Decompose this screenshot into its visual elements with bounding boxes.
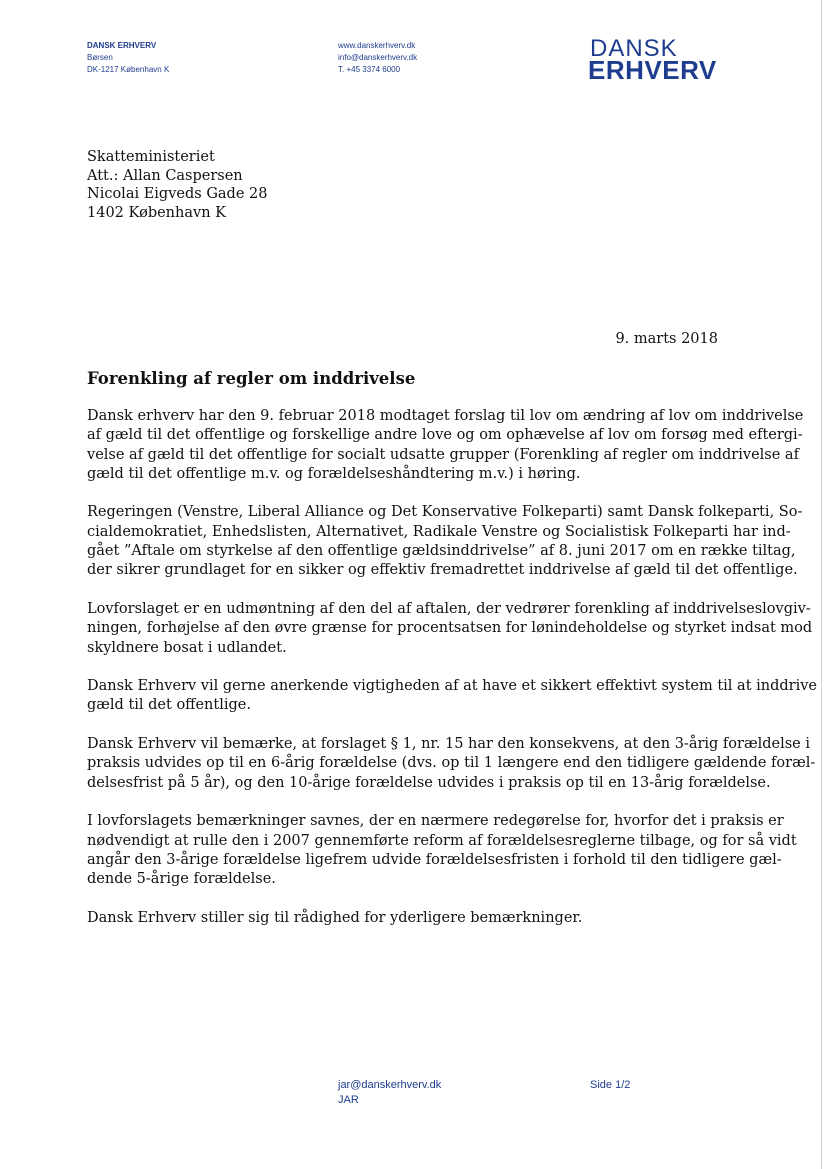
paragraph-line: nødvendigt at rulle den i 2007 gennemførte reform af forældelsesreglerne tilbage, og for så vidt [87, 832, 797, 849]
body-paragraph [87, 677, 818, 716]
logo-text-line1: DANSK [590, 35, 678, 62]
letter-date: 9. marts 2018 [615, 331, 718, 347]
paragraph-line: angår den 3-årige forældelse ligefrem udvide forældelsesfristen i forhold til den tidligere gæl- [87, 851, 782, 868]
paragraph-line: skyldnere bosat i udlandet. [87, 639, 287, 656]
sender-phone: T. +45 3374 6000 [338, 65, 401, 74]
sender-contact [338, 40, 417, 76]
paragraph-line: dende 5-årige forældelse. [87, 871, 276, 888]
body-paragraph [87, 812, 797, 889]
paragraph-line: Regeringen (Venstre, Liberal Alliance og Det Konservative Folkeparti) samt Dansk folkeparti, So- [87, 504, 803, 521]
paragraph-line: gæld til det offentlige. [87, 697, 251, 714]
logo-text-line2: ERHVERV [588, 55, 717, 85]
paragraph-line: der sikrer grundlaget for en sikker og effektiv fremadrettet inddrivelse af gæld til det offentlige. [87, 562, 798, 579]
paragraph-line: gæld til det offentlige m.v. og forældelseshåndtering m.v.) i høring. [87, 465, 581, 482]
body-paragraph [87, 909, 737, 928]
footer-initials: JAR [338, 1094, 359, 1106]
footer-email-link[interactable]: jar@danskerhverv.dk [338, 1079, 442, 1091]
paragraph-line: Dansk Erhverv vil gerne anerkende vigtigheden af at have et sikkert effektivt system til at inddrive [87, 678, 818, 695]
paragraph-line: Lovforslaget er en udmøntning af den del af aftalen, der vedrører forenkling af inddrivelseslovgiv- [87, 600, 811, 617]
page-edge [821, 0, 822, 1169]
body-paragraph [87, 407, 804, 484]
letter-subject: Forenkling af regler om inddrivelse [87, 369, 416, 388]
sender-website-link[interactable]: www.danskerhverv.dk [338, 41, 416, 50]
paragraph-line: gået ”Aftale om styrkelse af den offentlige gældsinddrivelse” af 8. juni 2017 om en række tiltag, [87, 543, 796, 560]
recipient-address [87, 148, 267, 222]
recipient-line: 1402 København K [87, 204, 226, 221]
paragraph-line: delsesfrist på 5 år), og den 10-årige forældelse udvides i praksis op til en 13-årig forældelse. [87, 774, 771, 791]
paragraph-line: Dansk erhverv har den 9. februar 2018 modtaget forslag til lov om ændring af lov om inddrivelse [87, 408, 804, 424]
paragraph-line: cialdemokratiet, Enhedslisten, Alternativet, Radikale Venstre og Socialistisk Folkeparti har ind- [87, 523, 791, 540]
paragraph-line: af gæld til det offentlige og forskellige andre love og om ophævelse af lov om forsøg med eftergi- [87, 427, 803, 444]
sender-address-line: DK-1217 København K [87, 65, 170, 74]
sender-email-link[interactable]: info@danskerhverv.dk [338, 53, 418, 62]
company-logo [588, 37, 718, 85]
recipient-line: Att.: Allan Caspersen [87, 167, 243, 184]
sender-address [87, 40, 169, 76]
sender-company-name: DANSK ERHVERV [87, 41, 157, 50]
body-paragraph [87, 503, 803, 580]
paragraph-line: praksis udvides op til en 6-årig forældelse (dvs. op til 1 længere end den tidligere gældende foræl- [87, 755, 816, 772]
body-paragraph [87, 600, 813, 658]
paragraph-line: velse af gæld til det offentlige for socialt udsatte grupper (Forenkling af regler om inddrivelse af [87, 446, 799, 463]
body-paragraph [87, 735, 816, 793]
sender-address-line: Børsen [87, 53, 113, 62]
recipient-line: Nicolai Eigveds Gade 28 [87, 186, 268, 202]
footer-contact [338, 1078, 441, 1108]
paragraph-line: I lovforslagets bemærkninger savnes, der en nærmere redegørelse for, hvorfor det i praksis er [87, 813, 784, 830]
page-number: Side 1/2 [590, 1079, 631, 1091]
paragraph-line: Dansk Erhverv vil bemærke, at forslaget § 1, nr. 15 har den konsekvens, at den 3-årig forældelse i [87, 736, 810, 753]
recipient-line: Skatteministeriet [87, 149, 215, 165]
paragraph-line: Dansk Erhverv stiller sig til rådighed for yderligere bemærkninger. [87, 909, 583, 926]
letter-body [87, 407, 818, 947]
paragraph-line: ningen, forhøjelse af den øvre grænse for procentsatsen for lønindeholdelse og styrket indsat mod [87, 620, 813, 637]
